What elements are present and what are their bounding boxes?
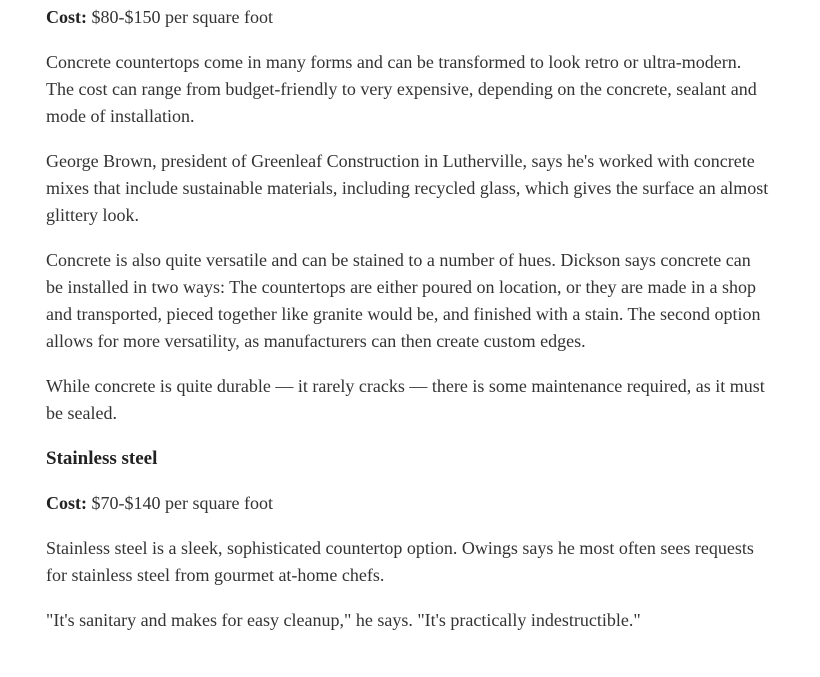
cost-value: $70-$140 per square foot (87, 493, 273, 513)
paragraph: While concrete is quite durable — it rarely cracks — there is some maintenance required, as it must be sealed. (46, 376, 765, 423)
quote-paragraph: "It's sanitary and makes for easy cleanup," he says. "It's practically indestructible." (46, 610, 641, 630)
cost-label: Cost: (46, 7, 87, 27)
concrete-cost-line (46, 4, 770, 31)
paragraph: Concrete countertops come in many forms and can be transformed to look retro or ultra-modern. The cost can range from budget-friendly to very expensive, depending on the concrete, sealant and mode of installation. (46, 52, 757, 126)
article-body (46, 4, 770, 634)
paragraph: Concrete is also quite versatile and can be stained to a number of hues. Dickson says concrete can be installed in two ways: The countertops are either poured on location, or they are made in a shop and transported, pieced together like granite would be, and finished with a stain. The second option allows for more versatility, as manufacturers can then create custom edges. (46, 250, 761, 351)
section-heading-stainless-steel: Stainless steel (46, 448, 158, 469)
paragraph: George Brown, president of Greenleaf Construction in Lutherville, says he's worked with concrete mixes that include sustainable materials, including recycled glass, which gives the surface an almost glittery look. (46, 151, 769, 225)
steel-cost-line (46, 490, 770, 517)
cost-label: Cost: (46, 493, 87, 513)
cost-value: $80-$150 per square foot (87, 7, 273, 27)
paragraph: Stainless steel is a sleek, sophisticated countertop option. Owings says he most often sees requests for stainless steel from gourmet at-home chefs. (46, 538, 754, 585)
